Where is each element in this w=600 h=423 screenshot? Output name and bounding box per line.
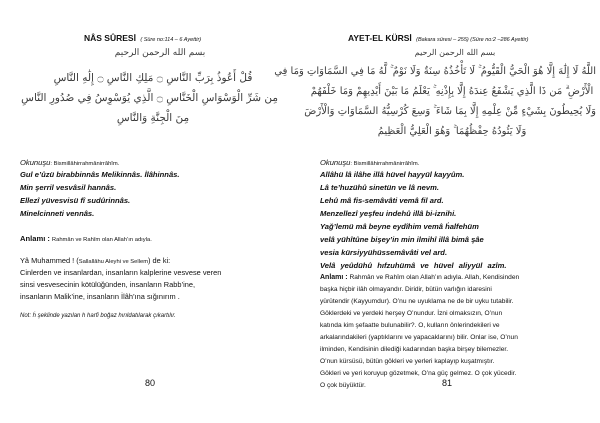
page-number-right: 81 — [442, 378, 453, 388]
left-arabic-line: مِن شَرِّ الْوَسْوَاسِ الْخَنَّاسِ ۝ الَّذِي يُوَسْوِسُ فِي صُدُورِ النَّاسِ — [21, 92, 278, 104]
left-translit-line: Min şerril vesvâsil hannâs. — [20, 183, 117, 192]
right-meaning-line: ilminden, Kendisinin dilediği kadarından başka birşey bilemezler. — [320, 346, 509, 353]
left-arabic-line: مِنَ الْجِنَّةِ وَالنَّاسِ — [116, 112, 190, 124]
meaning-post: ) de ki: — [148, 256, 171, 265]
left-translit-line: Gul e’ûzü birabbinnâs Melikinnâs. İlâhinnâs. — [20, 170, 180, 179]
right-translit-line: Lâ te’huzühû sinetün ve lâ nevm. — [320, 183, 439, 192]
right-meaning-first-line — [320, 274, 582, 281]
left-page-title — [84, 33, 201, 43]
meaning-small: Sallallâhu Aleyhi ve Sellem — [78, 259, 149, 265]
right-meaning-line: başka hiçbir ilâh olmayandır. Diridir, bütün varlığın idaresini — [320, 286, 492, 293]
right-translit-line: Velâ yeûdühû hıfzuhümâ ve hüvel aliyyül azîm. — [320, 261, 507, 270]
right-page — [274, 0, 600, 423]
left-meaning-line: sinsi vesvesecinin kötülüğünden, insanların Rabb’ine, — [20, 280, 196, 289]
right-translit-line: Yağ’lemü mâ beyne eydîhim vemâ ḣalfehüm — [320, 222, 479, 231]
right-meaning-line: O çok büyüktür. — [320, 382, 366, 389]
right-meaning-line: O’nun kürsüsü, bütün gökleri ve yerleri kaplayıp kuşatmıştır. — [320, 358, 495, 365]
right-translit-line: Menzellezî yeşfeu indehû illâ bi-iznihi. — [320, 209, 457, 218]
right-translit-line: Lehû mâ fis-semâvâti vemâ fil ard. — [320, 196, 444, 205]
right-translit-line: Allâhü lâ ilâhe illâ hüvel hayyül kayyûm. — [320, 170, 465, 179]
right-basmala: بسم الله الرحمن الرحيم — [414, 48, 496, 57]
right-arabic-line: اللَّهُ لَا إِلَٰهَ إِلَّا هُوَ الْحَيُّ الْقَيُّومُ ۚ لَا تَأْخُذُهُ سِنَةٌ وَلَا نَوْمٌ ۚ لَّهُ مَا فِي السَّمَاوَاتِ وَمَا فِي — [274, 66, 596, 77]
right-arabic-line: وَلَا يَئُودُهُ حِفْظُهُمَا ۚ وَهُوَ الْعَلِيُّ الْعَظِيمُ — [377, 126, 527, 137]
anlami-label: Anlamı : — [20, 234, 50, 243]
okunusu-basmala: : Bismillâhirrahmânirrâhîm. — [50, 161, 120, 167]
meaning-line: Rahmân ve Rahîm olan Allah’ın adıyla. Allah, Kendisinden — [349, 274, 520, 281]
right-okunusu-line — [320, 158, 582, 167]
right-page-title — [348, 33, 528, 43]
right-arabic-line: وَلَا يُحِيطُونَ بِشَيْءٍ مِّنْ عِلْمِهِ إِلَّا بِمَا شَاءَ ۚ وَسِعَ كُرْسِيُّهُ السَّمَاوَاتِ وَالْأَرْضَ — [304, 106, 596, 117]
meaning-pre: Yâ Muhammed ! ( — [20, 256, 79, 265]
right-translit-line: vesia kürsiyyühüssemâvâti vel ard. — [320, 248, 448, 257]
right-meaning-line: yürütendir (Kayyumdur). O’nu ne uyuklama ne de bir uyku tutabilir. — [320, 298, 514, 305]
left-note: Not: ḣ şeklinde yazılan h harfi boğaz hırıldatılarak çıkartılır. — [20, 313, 176, 319]
right-meaning-line: Göklerdeki ve yerdeki herşey O’nundur. İzni olmaksızın, O’nun — [320, 310, 503, 317]
left-meaning-line — [20, 256, 170, 265]
right-arabic-line: الْأَرْضِ ۗ مَن ذَا الَّذِي يَشْفَعُ عِندَهُ إِلَّا بِإِذْنِهِ ۚ يَعْلَمُ مَا بَيْنَ أَيْدِيهِمْ وَمَا خَلْفَهُمْ — [310, 86, 594, 97]
left-basmala: بسم الله الرحمن الرحيم — [114, 48, 206, 58]
left-arabic-line: قُلْ أَعُوذُ بِرَبِّ النَّاسِ ۝ مَلِكِ النَّاسِ ۝ إِلَٰهِ النَّاسِ — [53, 72, 253, 84]
right-meaning-line: Gökleri ve yeri koruyup gözetmek, O’na güç gelmez. O çok yücedir. — [320, 370, 517, 377]
page-number-left: 80 — [145, 378, 156, 388]
left-okunusu-line — [20, 158, 119, 167]
right-meaning-line: katında kim şefaatte bulunabilir?. O, kulların önlerindekileri ve — [320, 322, 500, 329]
okunusu-label: Okunuşu — [320, 158, 351, 167]
anlami-text: Rahmân ve Rahîm olan Allah’ın adıyla. — [51, 237, 152, 243]
right-title-subtitle: (Bakara süresi – 255) (Süre no:2 –286 Ayettir) — [416, 37, 529, 43]
left-meaning-line: insanların Malik’ine, insanların İlâh’ına sığınırım . — [20, 292, 180, 301]
left-meaning-line: Cinlerden ve insanlardan, insanların kalplerine vesvese veren — [20, 268, 222, 277]
left-title-text: NÂS SÛRESİ — [84, 33, 136, 43]
right-arabic-verses — [274, 62, 596, 142]
left-translit-line: Ellezî yüvesvisü fî sudûrinnâs. — [20, 196, 131, 205]
right-translit-line: velâ yühîtûne bişey’in min ilmihî illâ bimâ şâe — [320, 235, 484, 244]
anlami-label: Anlamı : — [320, 274, 348, 281]
okunusu-basmala: : Bismillâhirrahmânirrâhîm. — [350, 161, 420, 167]
left-anlami-line — [20, 234, 152, 243]
left-arabic-verses — [21, 68, 278, 128]
left-translit-line: Minelcinneti vennâs. — [20, 209, 95, 218]
left-title-subtitle: ( Süre no:114 – 6 Ayettir) — [140, 37, 202, 43]
okunusu-label: Okunuşu — [20, 158, 51, 167]
right-title-text: AYET-EL KÜRSİ — [348, 33, 412, 43]
right-meaning-line: arkalarındakileri (yaptıklarını ve yapacaklarını) bilir. Onlar ise, O’nun — [320, 334, 518, 341]
